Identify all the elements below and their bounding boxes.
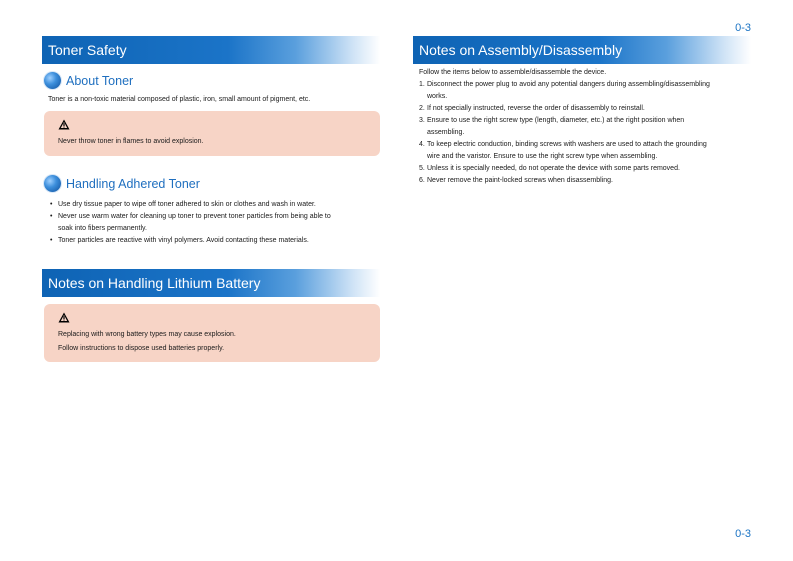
assembly-intro: Follow the items below to assemble/disassemble the device. (419, 69, 607, 76)
toner-warning-box (44, 111, 380, 156)
list-item: • Toner particles are reactive with vinyl polymers. Avoid contacting these materials. (48, 235, 378, 247)
step-text: Never remove the paint-locked screws when disassembling. (427, 177, 613, 184)
step-continuation: wire and the varistor. Ensure to use the right screw type when assembling. (427, 153, 658, 160)
step-number: 5. (419, 165, 425, 172)
about-toner-text: Toner is a non-toxic material composed of plastic, iron, small amount of pigment, etc. (48, 96, 311, 103)
step-text: Unless it is specially needed, do not operate the device with some parts removed. (427, 165, 680, 172)
list-item-text: Never use warm water for cleaning up toner to prevent toner particles from being able to (58, 213, 331, 220)
blue-ball-icon (44, 72, 61, 89)
about-toner-label: About Toner (66, 73, 134, 88)
lithium-battery-banner (42, 269, 380, 297)
step-continuation: works. (427, 93, 448, 100)
step-text: Ensure to use the right screw type (length, diameter, etc.) at the right position when (427, 117, 685, 124)
step-text: To keep electric conduction, binding screws with washers are used to attach the grounding (427, 141, 707, 148)
adhered-toner-heading (44, 175, 200, 192)
step-item (419, 115, 754, 139)
step-text: If not specially instructed, reverse the order of disassembly to reinstall. (427, 105, 645, 112)
list-item: • Use dry tissue paper to wipe off toner adhered to skin or clothes and wash in water. (48, 199, 378, 211)
step-text: Disconnect the power plug to avoid any potential dangers during assembling/disassembling (427, 81, 710, 88)
toner-safety-title: Toner Safety (48, 42, 127, 58)
toner-safety-banner (42, 36, 380, 64)
blue-ball-icon (44, 175, 61, 192)
step-item (419, 103, 754, 115)
step-number: 4. (419, 141, 425, 148)
lithium-battery-title: Notes on Handling Lithium Battery (48, 275, 261, 291)
step-item (419, 175, 754, 187)
about-toner-heading (44, 72, 133, 89)
battery-warning-line: Replacing with wrong battery types may cause explosion. (58, 331, 236, 338)
step-item (419, 139, 754, 163)
warning-triangle-icon (58, 312, 70, 323)
assembly-banner (413, 36, 751, 64)
step-item (419, 163, 754, 175)
step-number: 6. (419, 177, 425, 184)
step-item (419, 79, 754, 103)
page-number-bottom: 0-3 (735, 528, 751, 540)
list-item-continuation: soak into fibers permanently. (58, 225, 147, 232)
assembly-title: Notes on Assembly/Disassembly (419, 42, 623, 58)
battery-warning-line: Follow instructions to dispose used batteries properly. (58, 345, 225, 352)
step-continuation: assembling. (427, 129, 465, 136)
adhered-toner-list (48, 199, 378, 247)
page-number-top: 0-3 (735, 22, 751, 34)
toner-warning-text: Never throw toner in flames to avoid explosion. (58, 138, 204, 145)
battery-warning-box (44, 304, 380, 362)
warning-triangle-icon (58, 119, 70, 130)
assembly-steps-list (419, 79, 754, 187)
step-number: 2. (419, 105, 425, 112)
step-number: 3. (419, 117, 425, 124)
list-item (48, 211, 378, 235)
adhered-toner-label: Handling Adhered Toner (66, 176, 200, 191)
step-number: 1. (419, 81, 425, 88)
